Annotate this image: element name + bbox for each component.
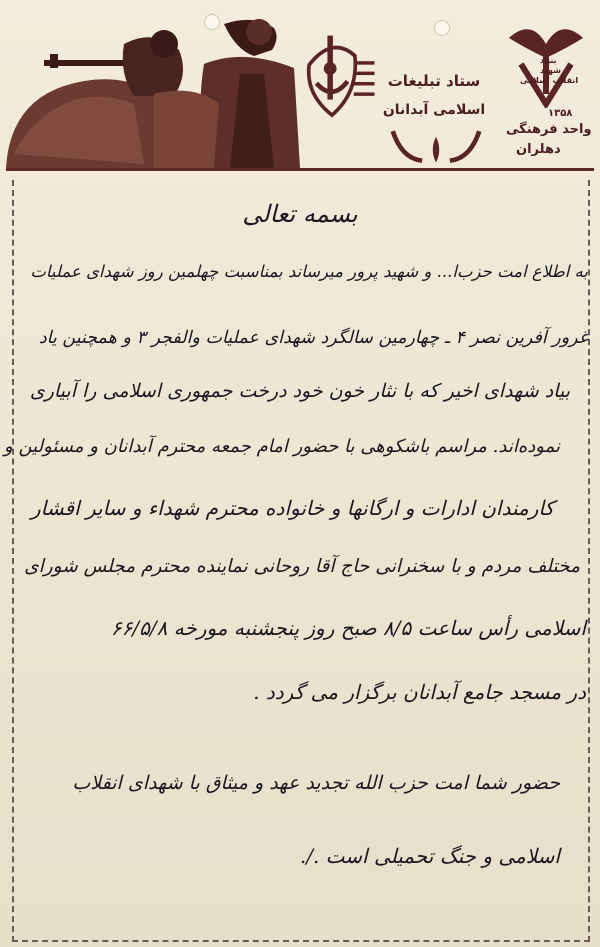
letter-line-4: نموده‌اند. مراسم باشکوهی با حضور امام جمعه محترم آبدانان و مسئولین و (4, 436, 560, 457)
soldiers-illustration (4, 4, 304, 170)
letterhead (0, 0, 600, 178)
letter-line-1: به اطلاع امت حزب‌ا... و شهید پرور میرساند بمناسبت چهلمین روز شهدای عملیات (30, 262, 588, 281)
foundation-line1: بنیاد (540, 56, 557, 65)
raised-hands-graphic (384, 122, 488, 168)
letter-line-5: کارمندان ادارات و ارگانها و خانواده محترم شهداء و سایر اقشار (30, 496, 554, 520)
letter-line-3: بیاد شهدای اخیر که با نثار خون خود درخت جمهوری اسلامی را آبیاری (29, 380, 570, 402)
emblem-caption-lines (352, 52, 378, 112)
city-name: دهلران (516, 142, 561, 157)
letter-line-6: مختلف مردم و با سخنرانی حاج آقا روحانی نماینده محترم مجلس شورای (24, 556, 580, 577)
punch-hole-right (434, 20, 450, 36)
letter-line-10: اسلامی و جنگ تحمیلی است ./. (299, 844, 560, 868)
cultural-unit: واحد فرهنگی (506, 122, 592, 137)
letter-line-8: در مسجد جامع آبدانان برگزار می گردد . (253, 680, 586, 704)
letter-line-9: حضور شما امت حزب الله تجدید عهد و میثاق با شهدای انقلاب (72, 772, 560, 794)
foundation-line3: انقلاب اسلامی (520, 76, 579, 85)
letter-line-2: غرور آفرین نصر ۴ ـ چهارمین سالگرد شهدای عملیات والفجر ۳ و همچنین یاد (38, 328, 588, 348)
foundation-year: ۱۳۵۸ (548, 108, 573, 119)
foundation-line2: شهید (540, 66, 562, 75)
staff-title: ستاد تبلیغات (387, 72, 481, 90)
letter-line-7: اسلامی رأس ساعت ۸/۵ صبح روز پنجشنبه مورخه ۶۶/۵/۸ (110, 616, 586, 640)
header-divider (6, 168, 594, 171)
letter-title: بسمه تعالی (242, 200, 358, 228)
staff-subtitle: اسلامی آبدانان (382, 102, 486, 118)
